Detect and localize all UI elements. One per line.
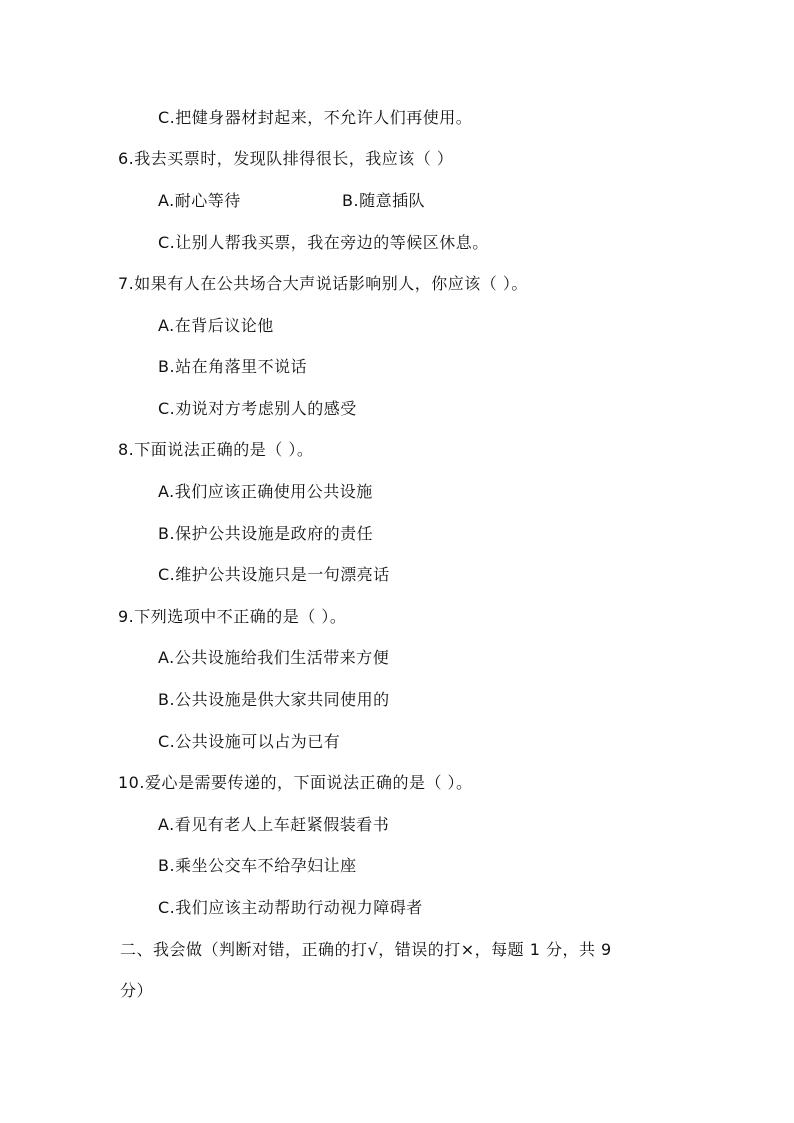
q8-option-a: A.我们应该正确使用公共设施	[158, 482, 373, 501]
section-2-heading-cont: 分）	[120, 981, 154, 1000]
question-9: 9.下列选项中不正确的是（ ）。	[118, 607, 347, 626]
question-6: 6.我去买票时，发现队排得很长，我应该（ ）	[118, 149, 454, 168]
question-10: 10.爱心是需要传递的，下面说法正确的是（ ）。	[118, 773, 473, 792]
question-7: 7.如果有人在公共场合大声说话影响别人，你应该（ ）。	[118, 274, 528, 293]
q10-option-c: C.我们应该主动帮助行动视力障碍者	[158, 898, 423, 917]
q7-option-b: B.站在角落里不说话	[158, 357, 308, 376]
q7-option-c: C.劝说对方考虑别人的感受	[158, 399, 357, 418]
section-2-heading: 二、我会做（判断对错，正确的打√，错误的打×，每题 1 分，共 9	[120, 940, 612, 959]
q9-option-a: A.公共设施给我们生活带来方便	[158, 648, 390, 667]
q8-option-b: B.保护公共设施是政府的责任	[158, 524, 374, 543]
q8-option-c: C.维护公共设施只是一句漂亮话	[158, 565, 390, 584]
q9-option-b: B.公共设施是供大家共同使用的	[158, 690, 390, 709]
q7-option-a: A.在背后议论他	[158, 316, 274, 335]
q6-option-a: A.耐心等待	[158, 191, 241, 210]
question-8: 8.下面说法正确的是（ ）。	[118, 440, 314, 459]
q10-option-b: B.乘坐公交车不给孕妇让座	[158, 856, 357, 875]
q6-option-b: B.随意插队	[342, 191, 426, 210]
q10-option-a: A.看见有老人上车赶紧假装看书	[158, 815, 390, 834]
q5-option-c: C.把健身器材封起来，不允许人们再使用。	[158, 108, 473, 127]
q6-option-c: C.让别人帮我买票，我在旁边的等候区休息。	[158, 233, 489, 252]
q9-option-c: C.公共设施可以占为已有	[158, 732, 341, 751]
